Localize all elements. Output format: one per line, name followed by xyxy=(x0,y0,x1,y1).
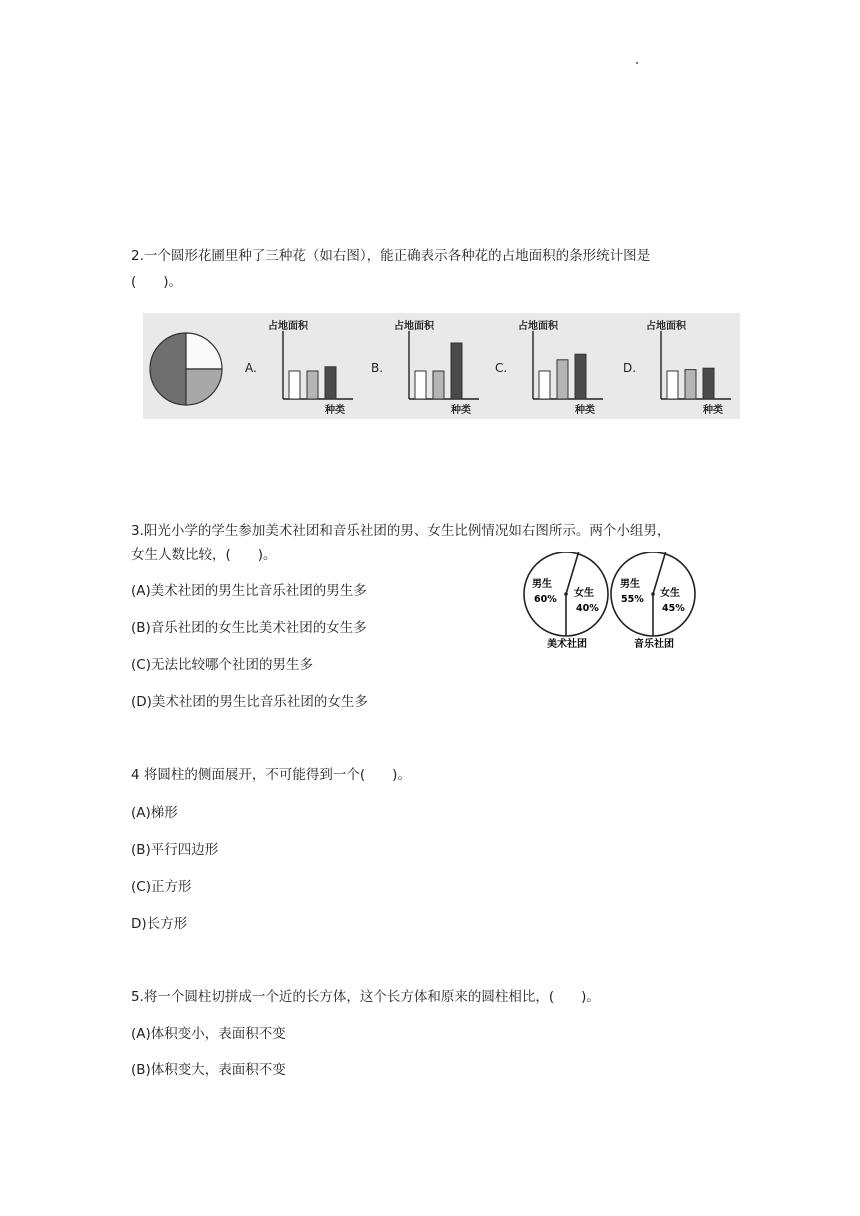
q3-option-c[interactable]: (C)无法比较哪个社团的男生多 xyxy=(131,657,313,673)
club-ratio-pies xyxy=(516,552,706,652)
bar-4-2 xyxy=(685,370,696,399)
bar-1-2 xyxy=(307,371,318,399)
music-female-pct: 45% xyxy=(662,603,685,614)
q4-stem: 4 将圆柱的侧面展开，不可能得到一个( )。 xyxy=(131,767,411,783)
bar-2-2 xyxy=(433,371,444,399)
flower-bed-pie xyxy=(150,333,222,405)
music-club-pie xyxy=(611,552,695,650)
q4-option-c[interactable]: (C)正方形 xyxy=(131,879,192,895)
q5-stem: 5.将一个圆柱切拼成一个近的长方体，这个长方体和原来的圆柱相比，( )。 xyxy=(131,989,600,1005)
art-club-pie xyxy=(524,552,608,650)
music-male-pct: 55% xyxy=(621,594,644,605)
q3-stem-line2: 女生人数比较，( )。 xyxy=(131,547,277,563)
q5-option-a[interactable]: (A)体积变小，表面积不变 xyxy=(131,1026,286,1042)
q2-stem-line1: 2.一个圆形花圃里种了三种花（如右图），能正确表示各种花的占地面积的条形统计图是 xyxy=(131,248,651,264)
x-axis-label-3: 种类 xyxy=(575,405,595,416)
q4-option-a[interactable]: (A)梯形 xyxy=(131,805,178,821)
bar-3-1 xyxy=(539,371,550,399)
bar-4-1 xyxy=(667,371,678,399)
q4-option-d[interactable]: D)长方形 xyxy=(131,916,188,932)
q3-option-d[interactable]: (D)美术社团的男生比音乐社团的女生多 xyxy=(131,694,368,710)
option-letter-3: C. xyxy=(495,361,508,375)
option-letter-2: B. xyxy=(371,361,384,375)
art-female-label: 女生 xyxy=(574,588,594,599)
q2-figure-svg xyxy=(143,313,740,419)
y-axis-label-1: 占地面积 xyxy=(268,321,308,332)
q3-option-b[interactable]: (B)音乐社团的女生比美术社团的女生多 xyxy=(131,620,367,636)
bar-2-3 xyxy=(451,343,462,399)
y-axis-label-4: 占地面积 xyxy=(646,321,686,332)
music-male-label: 男生 xyxy=(620,579,640,590)
option-letter-4: D. xyxy=(623,361,637,375)
q2-stem-line2: ( )。 xyxy=(131,274,183,290)
bar-4-3 xyxy=(703,368,714,399)
q4-option-b[interactable]: (B)平行四边形 xyxy=(131,842,219,858)
bar-3-3 xyxy=(575,354,586,399)
q3-stem-line1: 3.阳光小学的学生参加美术社团和音乐社团的男、女生比例情况如右图所示。两个小组男， xyxy=(131,523,671,539)
art-male-pct: 60% xyxy=(534,594,557,605)
q3-option-a[interactable]: (A)美术社团的男生比音乐社团的男生多 xyxy=(131,583,367,599)
q5-option-b[interactable]: (B)体积变大，表面积不变 xyxy=(131,1062,286,1078)
art-female-pct: 40% xyxy=(576,603,599,614)
q2-figure xyxy=(143,313,740,423)
x-axis-label-1: 种类 xyxy=(325,405,345,416)
y-axis-label-3: 占地面积 xyxy=(518,321,558,332)
bar-2-1 xyxy=(415,371,426,399)
bar-1-1 xyxy=(289,371,300,399)
y-axis-label-2: 占地面积 xyxy=(394,321,434,332)
x-axis-label-2: 种类 xyxy=(451,405,471,416)
x-axis-label-4: 种类 xyxy=(703,405,723,416)
q3-figure xyxy=(516,552,706,656)
music-female-label: 女生 xyxy=(660,588,680,599)
music-club-caption: 音乐社团 xyxy=(634,639,674,650)
bar-3-2 xyxy=(557,360,568,399)
bar-1-3 xyxy=(325,367,336,399)
art-club-caption: 美术社团 xyxy=(547,639,587,650)
art-male-label: 男生 xyxy=(532,579,552,590)
option-letter-1: A. xyxy=(245,361,257,375)
stray-dot xyxy=(636,62,638,64)
